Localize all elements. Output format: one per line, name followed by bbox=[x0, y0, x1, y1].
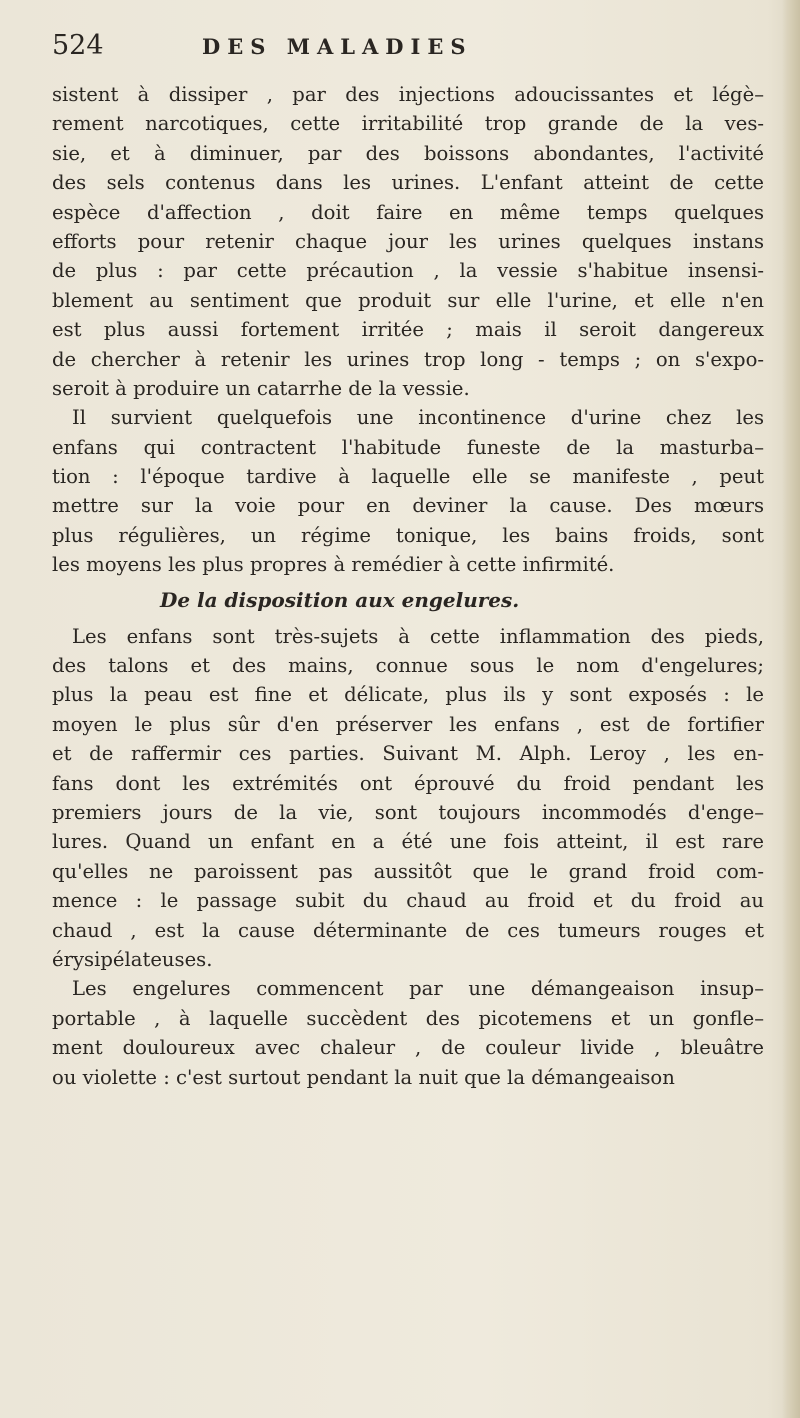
running-head: DES MALADIES bbox=[202, 34, 473, 59]
text-line: mence : le passage subit du chaud au froid et du froid au bbox=[52, 889, 764, 913]
text-line: est plus aussi fortement irritée ; mais il seroit dangereux bbox=[52, 318, 764, 342]
page-header bbox=[52, 30, 764, 80]
text-line: seroit à produire un catarrhe de la vessie. bbox=[52, 376, 470, 400]
text-line: lures. Quand un enfant en a été une fois atteint, il est rare bbox=[52, 830, 764, 854]
text-line: et de raffermir ces parties. Suivant M. Alph. Leroy , les en- bbox=[52, 742, 764, 766]
paragraph bbox=[52, 974, 764, 1092]
page-content bbox=[52, 30, 764, 1092]
paragraph bbox=[52, 622, 764, 975]
section-title: De la disposition aux engelures. bbox=[160, 587, 520, 612]
text-line: ou violette : c'est surtout pendant la nuit que la démangeaison bbox=[52, 1065, 675, 1089]
text-line: chaud , est la cause déterminante de ces tumeurs rouges et bbox=[52, 918, 764, 942]
text-line: enfans qui contractent l'habitude funeste de la masturba– bbox=[52, 435, 764, 459]
text-line: sistent à dissiper , par des injections adoucissantes et légè– bbox=[52, 83, 764, 106]
text-line: fans dont les extrémités ont éprouvé du froid pendant les bbox=[52, 771, 764, 795]
text-line: blement au sentiment que produit sur elle l'urine, et elle n'en bbox=[52, 288, 764, 312]
text-line: efforts pour retenir chaque jour les urines quelques instans bbox=[52, 229, 764, 253]
text-line: Les engelures commencent par une démangeaison insup– bbox=[72, 977, 764, 1001]
page-edge-shadow bbox=[782, 0, 800, 1418]
text-line: de plus : par cette précaution , la vessie s'habitue insensi- bbox=[52, 259, 764, 283]
text-line: ment douloureux avec chaleur , de couleur livide , bleuâtre bbox=[52, 1036, 764, 1060]
paragraph bbox=[52, 80, 764, 403]
paragraph bbox=[52, 403, 764, 579]
text-line: Les enfans sont très-sujets à cette inflammation des pieds, bbox=[72, 624, 764, 648]
text-line: plus la peau est fine et délicate, plus ils y sont exposés : le bbox=[52, 683, 764, 707]
text-line: plus régulières, un régime tonique, les bains froids, sont bbox=[52, 523, 764, 547]
text-line: rement narcotiques, cette irritabilité trop grande de la ves- bbox=[52, 112, 764, 136]
text-line: mettre sur la voie pour en deviner la cause. Des mœurs bbox=[52, 494, 764, 518]
page-number: 524 bbox=[52, 30, 104, 61]
text-line: sie, et à diminuer, par des boissons abondantes, l'activité bbox=[52, 141, 764, 165]
text-line: les moyens les plus propres à remédier à cette infirmité. bbox=[52, 553, 615, 577]
text-line: de chercher à retenir les urines trop long - temps ; on s'expo- bbox=[52, 347, 764, 371]
text-line: tion : l'époque tardive à laquelle elle se manifeste , peut bbox=[52, 465, 764, 489]
text-line: moyen le plus sûr d'en préserver les enfans , est de fortifier bbox=[52, 712, 764, 736]
text-line: des sels contenus dans les urines. L'enfant atteint de cette bbox=[52, 171, 764, 195]
text-line: érysipélateuses. bbox=[52, 947, 213, 971]
text-line: Il survient quelquefois une incontinence d'urine chez les bbox=[72, 406, 764, 430]
text-line: qu'elles ne paroissent pas aussitôt que le grand froid com- bbox=[52, 859, 764, 883]
text-line: des talons et des mains, connue sous le nom d'engelures; bbox=[52, 654, 764, 678]
text-line: espèce d'affection , doit faire en même temps quelques bbox=[52, 200, 764, 224]
text-line: premiers jours de la vie, sont toujours incommodés d'enge– bbox=[52, 800, 764, 824]
body-text bbox=[52, 80, 764, 1092]
text-line: portable , à laquelle succèdent des picotemens et un gonfle– bbox=[52, 1006, 764, 1030]
